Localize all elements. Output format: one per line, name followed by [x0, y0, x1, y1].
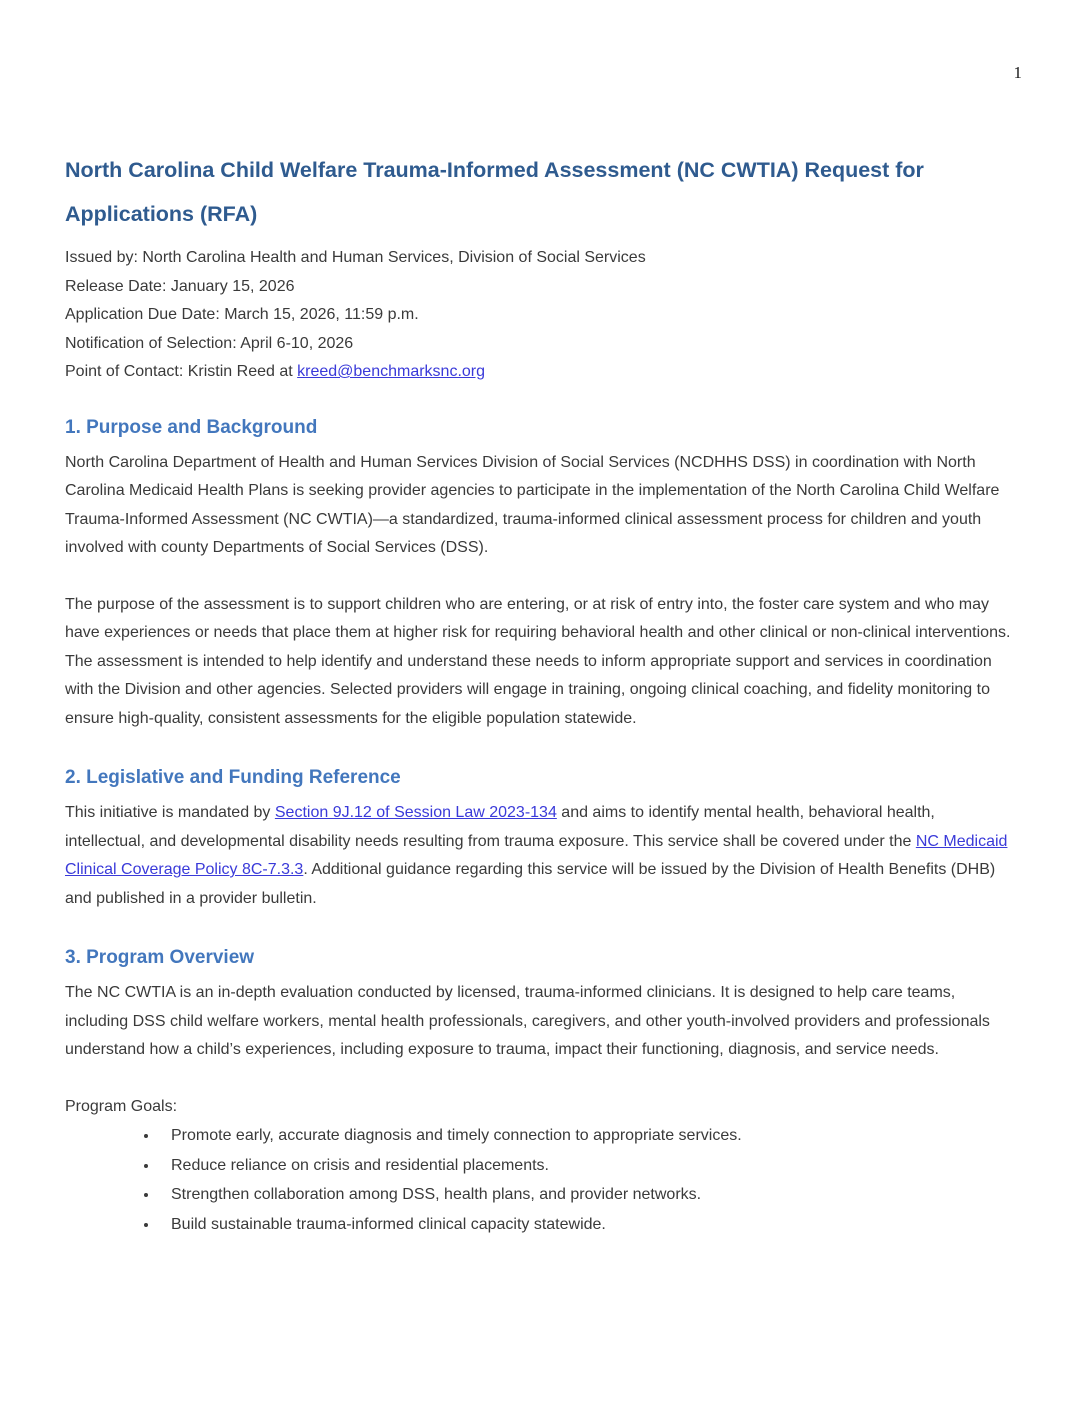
contact-prefix: Point of Contact: Kristin Reed at [65, 363, 298, 380]
segment-text: and aims to identify mental health, behavioral health, intellectual, and developmental disability needs resulting from trauma exposure. This service shall be covered under the [65, 804, 935, 850]
document-title: North Carolina Child Welfare Trauma-Informed Assessment (NC CWTIA) Request for Applications (RFA) [65, 158, 924, 226]
section-1-heading: 1. Purpose and Background [65, 416, 318, 438]
section-3-heading: 3. Program Overview [65, 947, 255, 968]
section-3-paragraph-1: The NC CWTIA is an in-depth evaluation conducted by licensed, trauma-informed clinicians. It is designed to help care teams, including DSS child welfare workers, mental health professionals, caregivers, and other youth-involved providers and professionals understand how a child’s experiences, including exposure to trauma, impact their functioning, diagnosis, and service needs. [65, 984, 990, 1058]
contact-email-link[interactable]: kreed@benchmarksnc.org [297, 363, 486, 380]
section-2-heading: 2. Legislative and Funding Reference [65, 767, 401, 788]
coverage-policy-link[interactable]: NC Medicaid Clinical Coverage Policy 8C-7.3.3 [65, 832, 1008, 878]
segment-text: This initiative is mandated by [65, 804, 275, 821]
meta-due-date: Application Due Date: March 15, 2026, 11:59 p.m. [65, 306, 419, 323]
goal-item: • Strengthen collaboration among DSS, health plans, and provider networks. [159, 1180, 1013, 1210]
goal-item: • Build sustainable trauma-informed clinical capacity statewide. [159, 1210, 1013, 1240]
meta-notification: Notification of Selection: April 6-10, 2026 [65, 334, 354, 352]
section-2-paragraph-1 [65, 799, 1013, 913]
meta-issued-by: Issued by: North Carolina Health and Human Services, Division of Social Services [65, 249, 646, 266]
session-law-link[interactable]: Section 9J.12 of Session Law 2023-134 [274, 804, 557, 821]
segment-text: . Additional guidance regarding this service will be issued by the Division of Health Benefits (DHB) and published in a provider bulletin. [65, 861, 996, 907]
meta-release-date: Release Date: January 15, 2026 [65, 277, 295, 295]
section-1-paragraph-2: The purpose of the assessment is to support children who are entering, or at risk of entry into, the foster care system and who may have experiences or needs that place them at higher risk for requiring behavioral health and other clinical or non-clinical interventions. The assessment is intended to help identify and understand these needs to inform appropriate support and services in coordination with the Division and other agencies. Selected providers will engage in training, ongoing clinical coaching, and fidelity monitoring to ensure high-quality, consistent assessments for the eligible population statewide. [65, 595, 1011, 727]
program-goals-label: Program Goals: [65, 1097, 178, 1115]
program-goals-list [65, 1121, 1013, 1239]
goal-item: • Promote early, accurate diagnosis and timely connection to appropriate services. [159, 1121, 1013, 1151]
section-1-paragraph-1: North Carolina Department of Health and Human Services Division of Social Services (NCDHHS DSS) in coordination with North Carolina Medicaid Health Plans is seeking provider agencies to participate in the implementation of the North Carolina Child Welfare Trauma-Informed Assessment (NC CWTIA)—a standardized, trauma-informed clinical assessment process for children and youth involved with county Departments of Social Services (DSS). [65, 453, 1000, 556]
meta-contact [65, 358, 1013, 387]
page-number: 1 [1013, 63, 1022, 82]
goal-item: • Reduce reliance on crisis and residential placements. [159, 1151, 1013, 1181]
